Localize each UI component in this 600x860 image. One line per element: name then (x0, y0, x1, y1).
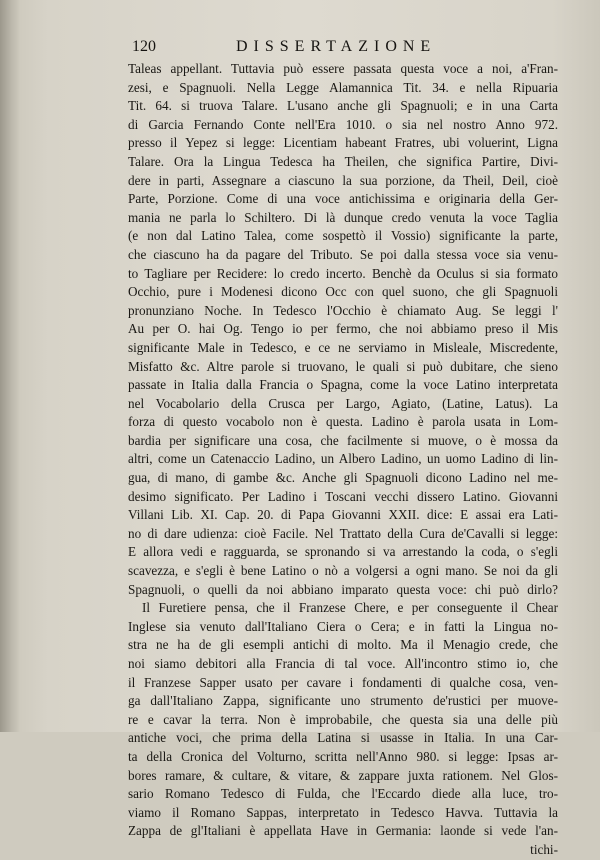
text-line: pronunziano Noche. In Tedesco l'Occhio è chiamato Aug. Se leggi l' (128, 302, 558, 318)
body-text (128, 60, 558, 860)
text-line: Il Furetiere pensa, che il Franzese Chere, e per conseguente il Chear (142, 600, 558, 616)
text-line: che ciascuno ha da pagare del Tributo. Se poi dalla stessa voce sia venu- (128, 246, 558, 262)
text-line: sario Romano Tedesco di Fulda, che l'Eccardo diede alla luce, tro- (128, 786, 558, 802)
text-line: tichi- (530, 841, 558, 857)
text-line: bores ramare, & cultare, & vitare, & zappare juxta rationem. Nel Glos- (128, 767, 558, 783)
text-line: E allora vedi e ragguarda, se spronando si va arrestando la coda, o s'egli (128, 544, 558, 560)
text-line: dere in parti, Assegnare a ciascuno la sua porzione, da Theil, Deil, cioè (128, 172, 558, 188)
text-line: ga dall'Italiano Zappa, significante uno strumento de'rustici per muove- (128, 693, 558, 709)
text-line: desimo significato. Per Ladino i Toscani vecchi dissero Latino. Giovanni (128, 488, 558, 504)
text-line: Inglese sia venuto dall'Italiano Ciera o Cera; e in fatti la Lingua no- (128, 618, 558, 634)
text-line: viamo il Romano Sappas, interpretato in Tedesco Havva. Tuttavia la (128, 804, 558, 820)
text-line: Parte, Porzione. Come di una voce antichissima e originaria della Ger- (128, 191, 558, 207)
running-head (0, 38, 600, 60)
text-line: noi siamo debitori alla Francia di tal voce. All'incontro stimo io, che (128, 656, 558, 671)
text-line: to Tagliare per Recidere: lo credo incerto. Benchè da Oculus si sia formato (128, 265, 558, 281)
text-line: antiche voci, che prima della Latina si usasse in Italia. In una Car- (128, 730, 558, 746)
text-line: Talare. Ora la Lingua Tedesca ha Theilen, che significa Partire, Divi- (128, 153, 558, 169)
binding-gutter (0, 0, 20, 732)
text-line: zesi, e Spagnuoli. Nella Legge Alamannica Tit. 34. e nella Ripuaria (128, 79, 558, 95)
text-line: Zappa de gl'Italiani è appellata Have in Germania: laonde si vede l'an- (128, 823, 558, 839)
text-line: re e cavar la terra. Non è improbabile, che questa sia una delle più (128, 711, 558, 727)
text-line: Villani Lib. XI. Cap. 20. di Papa Giovanni XXII. dice: E assai era Lati- (128, 507, 558, 523)
text-line: stra ne ha de gli esempli antichi di molto. Ma il Menagio crede, che (128, 637, 558, 653)
text-line: il Franzese Sapper usato per cavare i fondamenti di qualche cosa, ven- (128, 674, 558, 690)
text-line: nel Vocabolario della Crusca per Largo, Agiato, (Latine, Latus). La (128, 395, 558, 411)
text-line: ta della Cronica del Volturno, scritta nell'Anno 980. si legge: Ipsas ar- (128, 748, 558, 764)
text-line: Occhio, pure i Modenesi dicono Occ con quel suono, che gli Spagnuoli (128, 284, 558, 300)
text-line: bardia per significare una cosa, che facilmente si muove, o è mossa da (128, 432, 558, 448)
text-line: Taleas appellant. Tuttavia può essere passata questa voce a noi, a'Fran- (128, 61, 558, 76)
text-line: mania ne parla lo Schiltero. Di là dunque credo venuta la voce Taglia (128, 209, 558, 225)
text-line: altri, come un Catenaccio Ladino, un Albero Ladino, un uomo Ladino di lin- (128, 451, 558, 467)
text-line: (e non dal Latino Talea, come sospettò il Vossio) significante la parte, (128, 228, 558, 244)
page-number: 120 (132, 38, 156, 55)
text-line: gua, di mano, di gambe &c. Anche gli Spagnuoli dicono Ladino nel me- (128, 470, 558, 486)
text-line: Spagnuoli, o quelli da noi abbiano imparato questa voce: chi può dirlo? (128, 581, 558, 597)
text-line: significante Male in Tedesco, e ce ne serviamo in Misleale, Miscredente, (128, 339, 558, 355)
text-line: Misfatto &c. Altre parole si truovano, le quali si può dubitare, che sieno (128, 358, 558, 374)
text-line: passate in Italia dalla Francia o Spagna, come la voce Latino interpretata (128, 377, 558, 393)
text-line: Au per O. hai Og. Tengo io per fermo, che noi abbiamo preso il Mis (128, 321, 558, 337)
text-line: presso il Yepez si legge: Licentiam habeant Fratres, ubi voluerint, Ligna (128, 135, 558, 151)
text-line: Tit. 64. si truova Talare. L'usano anche gli Spagnuoli; e in una Carta (128, 98, 558, 114)
text-line: forza di questo vocabolo non è questa. Ladino è parola usata in Lom- (128, 414, 558, 430)
text-line: di Garcia Fernando Conte nell'Era 1010. o sia nel nostro Anno 972. (128, 116, 558, 132)
running-title: DISSERTAZIONE (236, 38, 437, 55)
text-line: no di dare udienza: cioè Facile. Nel Trattato della Cura de'Cavalli si legge: (128, 525, 558, 541)
text-line: scavezza, e s'egli è bene Latino o nò a volgersi a ogni mano. Se noi da gli (128, 563, 558, 579)
